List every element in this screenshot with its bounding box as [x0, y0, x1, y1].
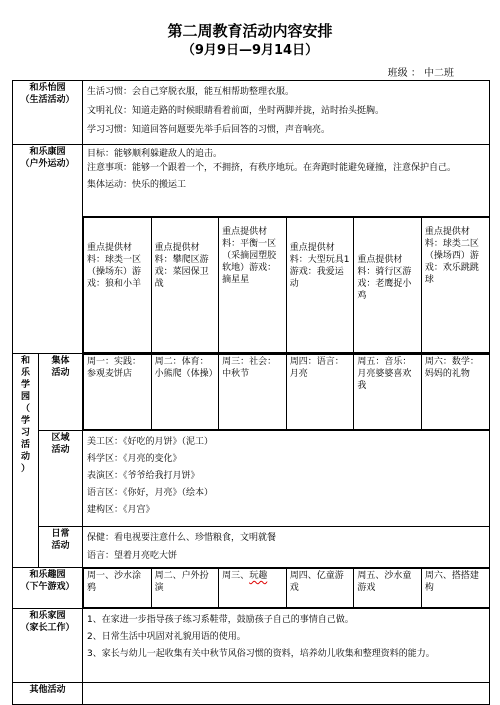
daily-line: 语言：望着月亮吃大饼	[87, 551, 178, 561]
life-row	[13, 81, 490, 145]
daily-activity-label: 日常 活动	[39, 527, 83, 568]
outdoor-area-cell: 重点提供材料：大型玩具1游戏：我爱运动	[286, 218, 354, 353]
outdoor-row	[13, 145, 490, 217]
home-content	[83, 609, 490, 683]
home-row	[13, 609, 490, 683]
afternoon-game-cell: 周四、亿童游戏	[286, 569, 354, 608]
area-activities	[83, 431, 490, 527]
afternoon-game-cell: 周一、沙水涂鸦	[84, 569, 152, 608]
afternoon-game-label: 和乐趣园 （下午游戏）	[13, 568, 83, 609]
home-line: 1、在家进一步指导孩子练习系鞋带，鼓励孩子自己的事情自己做。	[87, 615, 354, 625]
outdoor-areas	[83, 217, 490, 354]
life-label: 和乐怡园 （生活活动）	[13, 81, 83, 145]
afternoon-game-cell: 周六、搭搭建构	[421, 569, 489, 608]
group-activity-cell: 周一：实践：参观麦饼店	[84, 355, 152, 430]
outdoor-areas-row	[13, 217, 490, 354]
area-line: 语言区：《你好，月亮》（绘本）	[87, 488, 214, 498]
other-label: 其他活动	[13, 683, 83, 705]
outdoor-notes: 注意事项：能够一个跟着一个，不拥挤，有秩序地玩。在奔跑时能避免碰撞，注意保护自己。	[87, 163, 457, 173]
area-line: 美工区：《好吃的月饼》（泥工）	[87, 437, 214, 447]
other-row	[13, 683, 490, 705]
life-line: 文明礼仪：知道走路的时候眼睛看着前面，坐时两脚并拢，站时抬头挺胸。	[87, 106, 385, 116]
outdoor-goal: 目标：能够顺利躲避敌人的追击。	[87, 149, 223, 159]
daily-line: 保健：看电视要注意什么、珍惜粮食，文明就餐	[87, 533, 277, 543]
group-activity-row	[13, 354, 490, 431]
afternoon-game-cell: 周二、户外扮演	[151, 569, 219, 608]
area-line: 建构区：《月宫》	[87, 505, 155, 515]
home-label: 和乐家园 （家长工作）	[13, 609, 83, 683]
outdoor-area-cell: 重点提供材料：骑行区游戏：老鹰捉小鸡	[354, 218, 422, 353]
afternoon-game-cell: 周三、玩趣	[219, 569, 287, 608]
schedule-table	[12, 80, 490, 705]
learning-label: 和 乐 学 园 （ 学 习 活 动 ）	[13, 354, 39, 568]
class-label: 班级 ： 中二班	[387, 68, 454, 79]
daily-activities	[83, 527, 490, 568]
group-activity-cell: 周二：体育：小熊爬（体操）	[151, 355, 219, 430]
page-title: 第二周教育活动内容安排	[167, 22, 333, 40]
area-line: 科学区：《月亮的变化》	[87, 454, 182, 464]
outdoor-area-cell: 重点提供材料：球类一区（操场东）游戏：狼和小羊	[84, 218, 152, 353]
home-line: 2、日常生活中巩固对礼貌用语的使用。	[87, 632, 246, 642]
afternoon-games	[83, 568, 490, 609]
group-activity-cell: 周五：音乐：月亮婆婆喜欢我	[354, 355, 422, 430]
date-range: （9月9日—9月14日）	[181, 43, 319, 58]
life-line: 生活习惯：会自己穿脱衣服，能互相帮助整理衣服。	[87, 87, 295, 97]
outdoor-group: 集体运动：快乐的搬运工	[87, 180, 187, 190]
group-activity-cell: 周三：社会：中秋节	[219, 355, 287, 430]
group-activity-cell: 周六：数学：妈妈的礼物	[421, 355, 489, 430]
area-activity-label: 区域 活动	[39, 431, 83, 527]
group-activity-label: 集体 活动	[39, 354, 83, 431]
life-line: 学习习惯：知道回答问题要先举手后回答的习惯，声音响亮。	[87, 125, 331, 135]
outdoor-area-cell: 重点提供材料：平衡一区（采摘园塑胶软地）游戏：摘星星	[219, 218, 287, 353]
group-activity-cell: 周四：语言：月亮	[286, 355, 354, 430]
outdoor-area-cell: 重点提供材料：球类二区（操场西）游戏：欢乐跳跳球	[421, 218, 489, 353]
afternoon-game-row	[13, 568, 490, 609]
daily-activity-row	[13, 527, 490, 568]
life-content	[83, 81, 490, 145]
area-activity-row	[13, 431, 490, 527]
area-line: 表演区：《爷爷给我打月饼》	[87, 471, 200, 481]
home-line: 3、家长与幼儿一起收集有关中秋节风俗习惯的资料，培养幼儿收集和整理资料的能力。	[87, 649, 435, 659]
outdoor-label: 和乐康园 （户外运动）	[13, 145, 83, 354]
other-content	[83, 683, 490, 705]
group-activities	[83, 354, 490, 431]
outdoor-area-cell: 重点提供材料：攀爬区游戏：菜园保卫战	[151, 218, 219, 353]
afternoon-game-cell: 周五、沙水童游戏	[354, 569, 422, 608]
outdoor-content	[83, 145, 490, 217]
